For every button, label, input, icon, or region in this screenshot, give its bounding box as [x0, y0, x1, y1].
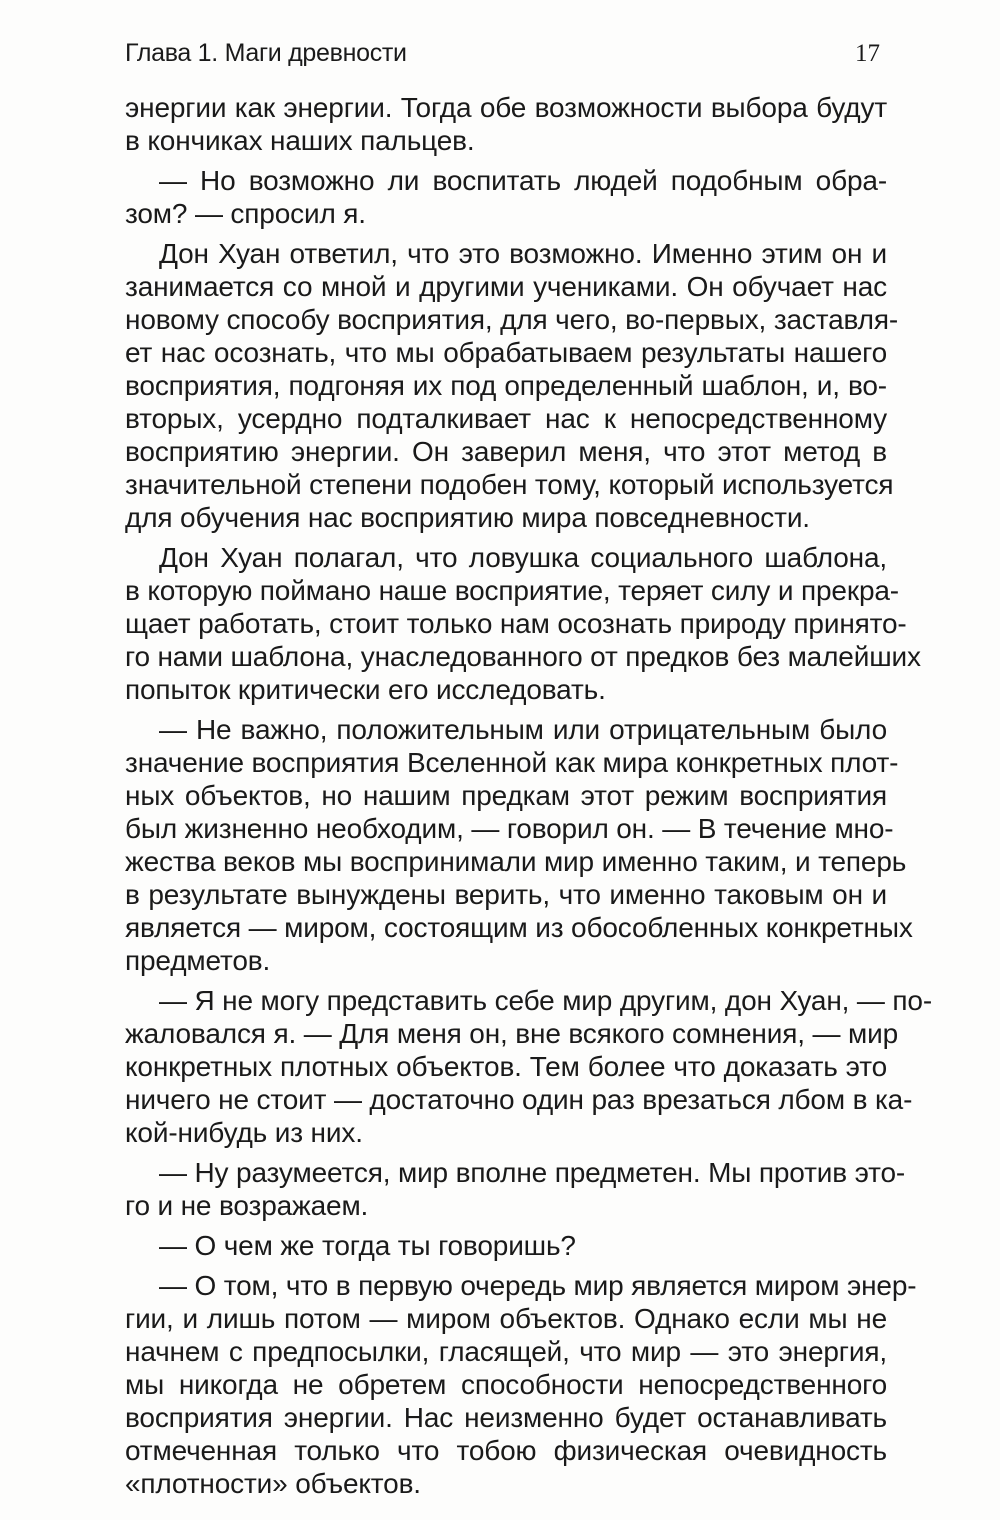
- body-text: [125, 91, 932, 1507]
- text-line: новому способу восприятия, для чего, во-первых, заставля-: [125, 304, 899, 335]
- text-line: занимается со мной и другими учениками. Он обучает нас: [125, 271, 887, 302]
- text-line: начнем с предпосылки, гласящей, что мир — это энергия,: [125, 1336, 887, 1367]
- text-line: — Но возможно ли воспитать людей подобным обра-: [159, 165, 887, 196]
- text-line: в кончиках наших пальцев.: [125, 125, 475, 156]
- text-line: значение восприятия Вселенной как мира конкретных плот-: [125, 747, 899, 778]
- paragraph: [125, 713, 913, 977]
- text-line: — Не важно, положительным или отрицательным было: [159, 714, 887, 745]
- text-line: для обучения нас восприятию мира повседневности.: [125, 502, 810, 533]
- text-line: «плотности» объектов.: [125, 1468, 421, 1499]
- text-line: отмеченная только что тобою физическая очевидность: [125, 1435, 887, 1466]
- text-line: конкретных плотных объектов. Тем более что доказать это: [125, 1051, 887, 1082]
- paragraph: [125, 984, 932, 1149]
- text-line: восприятию энергии. Он заверил меня, что этот метод в: [125, 436, 887, 467]
- text-line: является — миром, состоящим из обособленных конкретных: [125, 912, 913, 943]
- text-line: восприятия, подгоняя их под определенный шаблон, и, во-: [125, 370, 887, 401]
- text-line: мы никогда не обретем способности непосредственного: [125, 1369, 887, 1400]
- paragraph: [125, 91, 887, 157]
- text-line: — О чем же тогда ты говоришь?: [159, 1230, 576, 1261]
- text-line: жаловался я. — Для меня он, вне всякого сомнения, — мир: [125, 1018, 898, 1049]
- text-line: — Ну разумеется, мир вполне предметен. Мы против это-: [159, 1157, 906, 1188]
- paragraph: [125, 164, 887, 230]
- page-number: 17: [855, 40, 880, 67]
- text-line: зом? — спросил я.: [125, 198, 366, 229]
- text-line: го нами шаблона, унаследованного от предков без малейших: [125, 641, 921, 672]
- running-head: [125, 36, 880, 70]
- paragraph: [125, 1156, 906, 1222]
- text-line: ет нас осознать, что мы обрабатываем результаты нашего: [125, 337, 887, 368]
- text-line: восприятия энергии. Нас неизменно будет останавливать: [125, 1402, 887, 1433]
- text-line: Дон Хуан ответил, что это возможно. Именно этим он и: [159, 238, 887, 269]
- text-line: ных объектов, но нашим предкам этот режим восприятия: [125, 780, 887, 811]
- text-line: — Я не могу представить себе мир другим, дон Хуан, — по-: [159, 985, 932, 1016]
- text-line: ничего не стоит — достаточно один раз врезаться лбом в ка-: [125, 1084, 913, 1115]
- text-line: был жизненно необходим, — говорил он. — В течение мно-: [125, 813, 894, 844]
- paragraph: [125, 541, 921, 706]
- paragraph: [125, 1229, 887, 1262]
- text-line: щает работать, стоит только нам осознать природу принято-: [125, 608, 907, 639]
- text-line: гии, и лишь потом — миром объектов. Однако если мы не: [125, 1303, 887, 1334]
- running-title: Глава 1. Маги древности: [125, 39, 407, 67]
- text-line: вторых, усердно подталкивает нас к непосредственному: [125, 403, 887, 434]
- paragraph: [125, 1269, 917, 1500]
- text-line: Дон Хуан полагал, что ловушка социального шаблона,: [159, 542, 887, 573]
- text-line: го и не возражаем.: [125, 1190, 369, 1221]
- text-line: предметов.: [125, 945, 271, 976]
- text-line: — О том, что в первую очередь мир является миром энер-: [159, 1270, 917, 1301]
- text-line: в результате вынуждены верить, что именно таковым он и: [125, 879, 887, 910]
- text-line: жества веков мы воспринимали мир именно таким, и теперь: [125, 846, 907, 877]
- text-line: значительной степени подобен тому, который используется: [125, 469, 894, 500]
- text-line: энергии как энергии. Тогда обе возможности выбора будут: [125, 92, 887, 123]
- paragraph: [125, 237, 899, 534]
- text-line: попыток критически его исследовать.: [125, 674, 606, 705]
- text-line: кой-нибудь из них.: [125, 1117, 363, 1148]
- text-line: в которую поймано наше восприятие, теряет силу и прекра-: [125, 575, 899, 606]
